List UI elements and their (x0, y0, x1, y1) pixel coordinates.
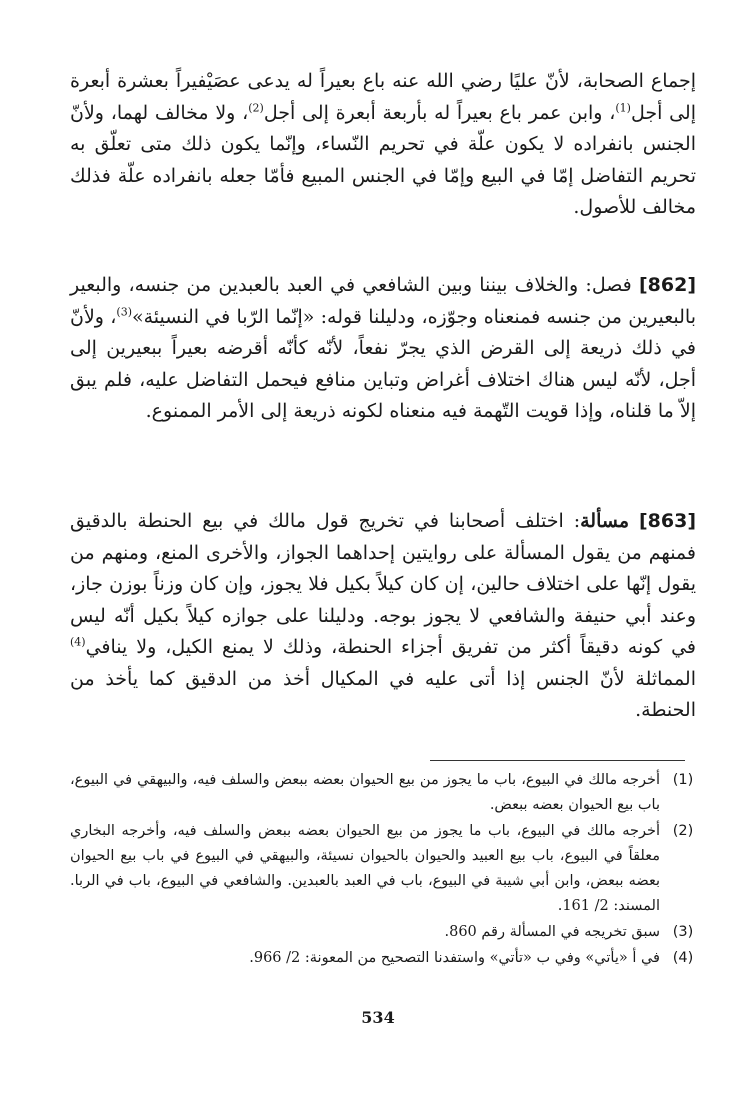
section-862-text-b: ، ولأنّ في ذلك ذريعة إلى القرض الذي يجرّ نفعاً، لأنّه كأنّه أقرضه بعيراً ببعيرين إلى أجل، لأنّه ليس هناك اختلاف أغراض وتباين منافع فيحمل التفاضل عليه، فلم يبق إلاّ ما قلناه، وإذا قويت التّهمة فيه منعناه لكونه ذريعة إلى الأمر الممنوع. (70, 305, 696, 422)
section-862 (70, 270, 696, 428)
footnote-item (70, 920, 696, 945)
section-863-text-a: : اختلف أصحابنا في تخريج قول مالك في بيع الحنطة بالدقيق فمنهم من يقول المسألة على روايتين إحداهما الجواز، والأخرى المنع، ومنهم من يقول إنّها على اختلاف حالين، إن كان كيلاً بكيل فلا يجوز، وإن كان وزناً بوزن جاز، وعند أبي حنيفة والشافعي لا يجوز بوجه. ودليلنا على جوازه كيلاً بكيل أنّه ليس في كونه دقيقاً أكثر من تفريق أجزاء الحنطة، وذلك لا يمنع الكيل، ولا ينافي (70, 510, 696, 658)
footnote-number: (3) (672, 924, 694, 940)
footnote-text: في أ «يأتي» وفي ب «تأتي» واستفدنا التصحيح من المعونة: 2/ 966. (249, 950, 660, 966)
section-number-863: [863] (638, 510, 696, 532)
section-heading-masala: مسألة (580, 510, 630, 532)
footnote-text: سبق تخريجه في المسألة رقم 860. (444, 924, 660, 940)
page-number: 534 (361, 1008, 395, 1027)
footnote-ref-1[interactable]: (1) (615, 101, 631, 115)
footnote-item (70, 946, 696, 971)
footnote-text: أخرجه مالك في البيوع، باب ما يجوز من بيع الحيوان بعضه ببعض والسلف فيه، والبيهقي في البيوع، باب بيع الحيوان بعضه ببعض. (70, 772, 660, 813)
section-862-text-a: : والخلاف بيننا وبين الشافعي في العبد بالعبدين من جنسه، والبعير بالبعيرين من جنسه فمنعناه وجوّزه، ودليلنا قوله: «إنّما الرّبا في النسيئة» (70, 274, 696, 328)
footnote-item (70, 819, 696, 919)
paragraph-1-text-c: ، ولا مخالف لهما، ولأنّ الجنس بانفراده لا يكون علّة في تحريم النّساء، وإنّما يكون ذلك متى تعلّق به تحريم التفاضل إمّا في البيع وإمّا في الجنس المبيع فأمّا جعله بانفراده علّة فذلك مخالف للأصول. (70, 101, 696, 218)
paragraph-1 (70, 66, 696, 224)
section-heading-fasl: فصل (591, 274, 632, 296)
footnote-number: (4) (672, 950, 694, 966)
footnote-text: أخرجه مالك في البيوع، باب ما يجوز من بيع الحيوان بعضه ببعض والسلف فيه، وأخرجه البخاري معلقاً في البيوع، باب بيع العبيد والحيوان بالحيوان نسيئة، والبيهقي في البيوع في باب بيع الحيوان بعضه ببعض، وابن أبي شيبة في البيوع، باب في العبد بالعبدين. والشافعي في البيوع، باب في الربا. المسند: 2/ 161. (70, 823, 660, 914)
footnote-number: (2) (672, 823, 694, 839)
footnote-ref-4[interactable]: (4) (70, 635, 86, 649)
paragraph-1-text-a: إجماع الصحابة، لأنّ عليًا رضي الله عنه باع بعيراً له يدعى عصَيْفيراً بعشرة أبعرة إلى أجل (70, 70, 696, 124)
footnote-ref-2[interactable]: (2) (248, 101, 264, 115)
footnote-item (70, 768, 696, 818)
footnote-separator (430, 760, 685, 761)
footnotes (70, 768, 696, 972)
section-863 (70, 506, 696, 727)
section-863-text-b: المماثلة لأنّ الجنس إذا أتى عليه في المكيال أخذ من الدقيق كما يأخذ من الحنطة. (70, 667, 696, 721)
section-number-862: [862] (638, 274, 697, 296)
footnote-number: (1) (672, 772, 694, 788)
footnote-ref-3[interactable]: (3) (116, 305, 132, 319)
paragraph-1-text-b: ، وابن عمر باع بعيراً له بأربعة أبعرة إلى أجل (263, 101, 616, 124)
